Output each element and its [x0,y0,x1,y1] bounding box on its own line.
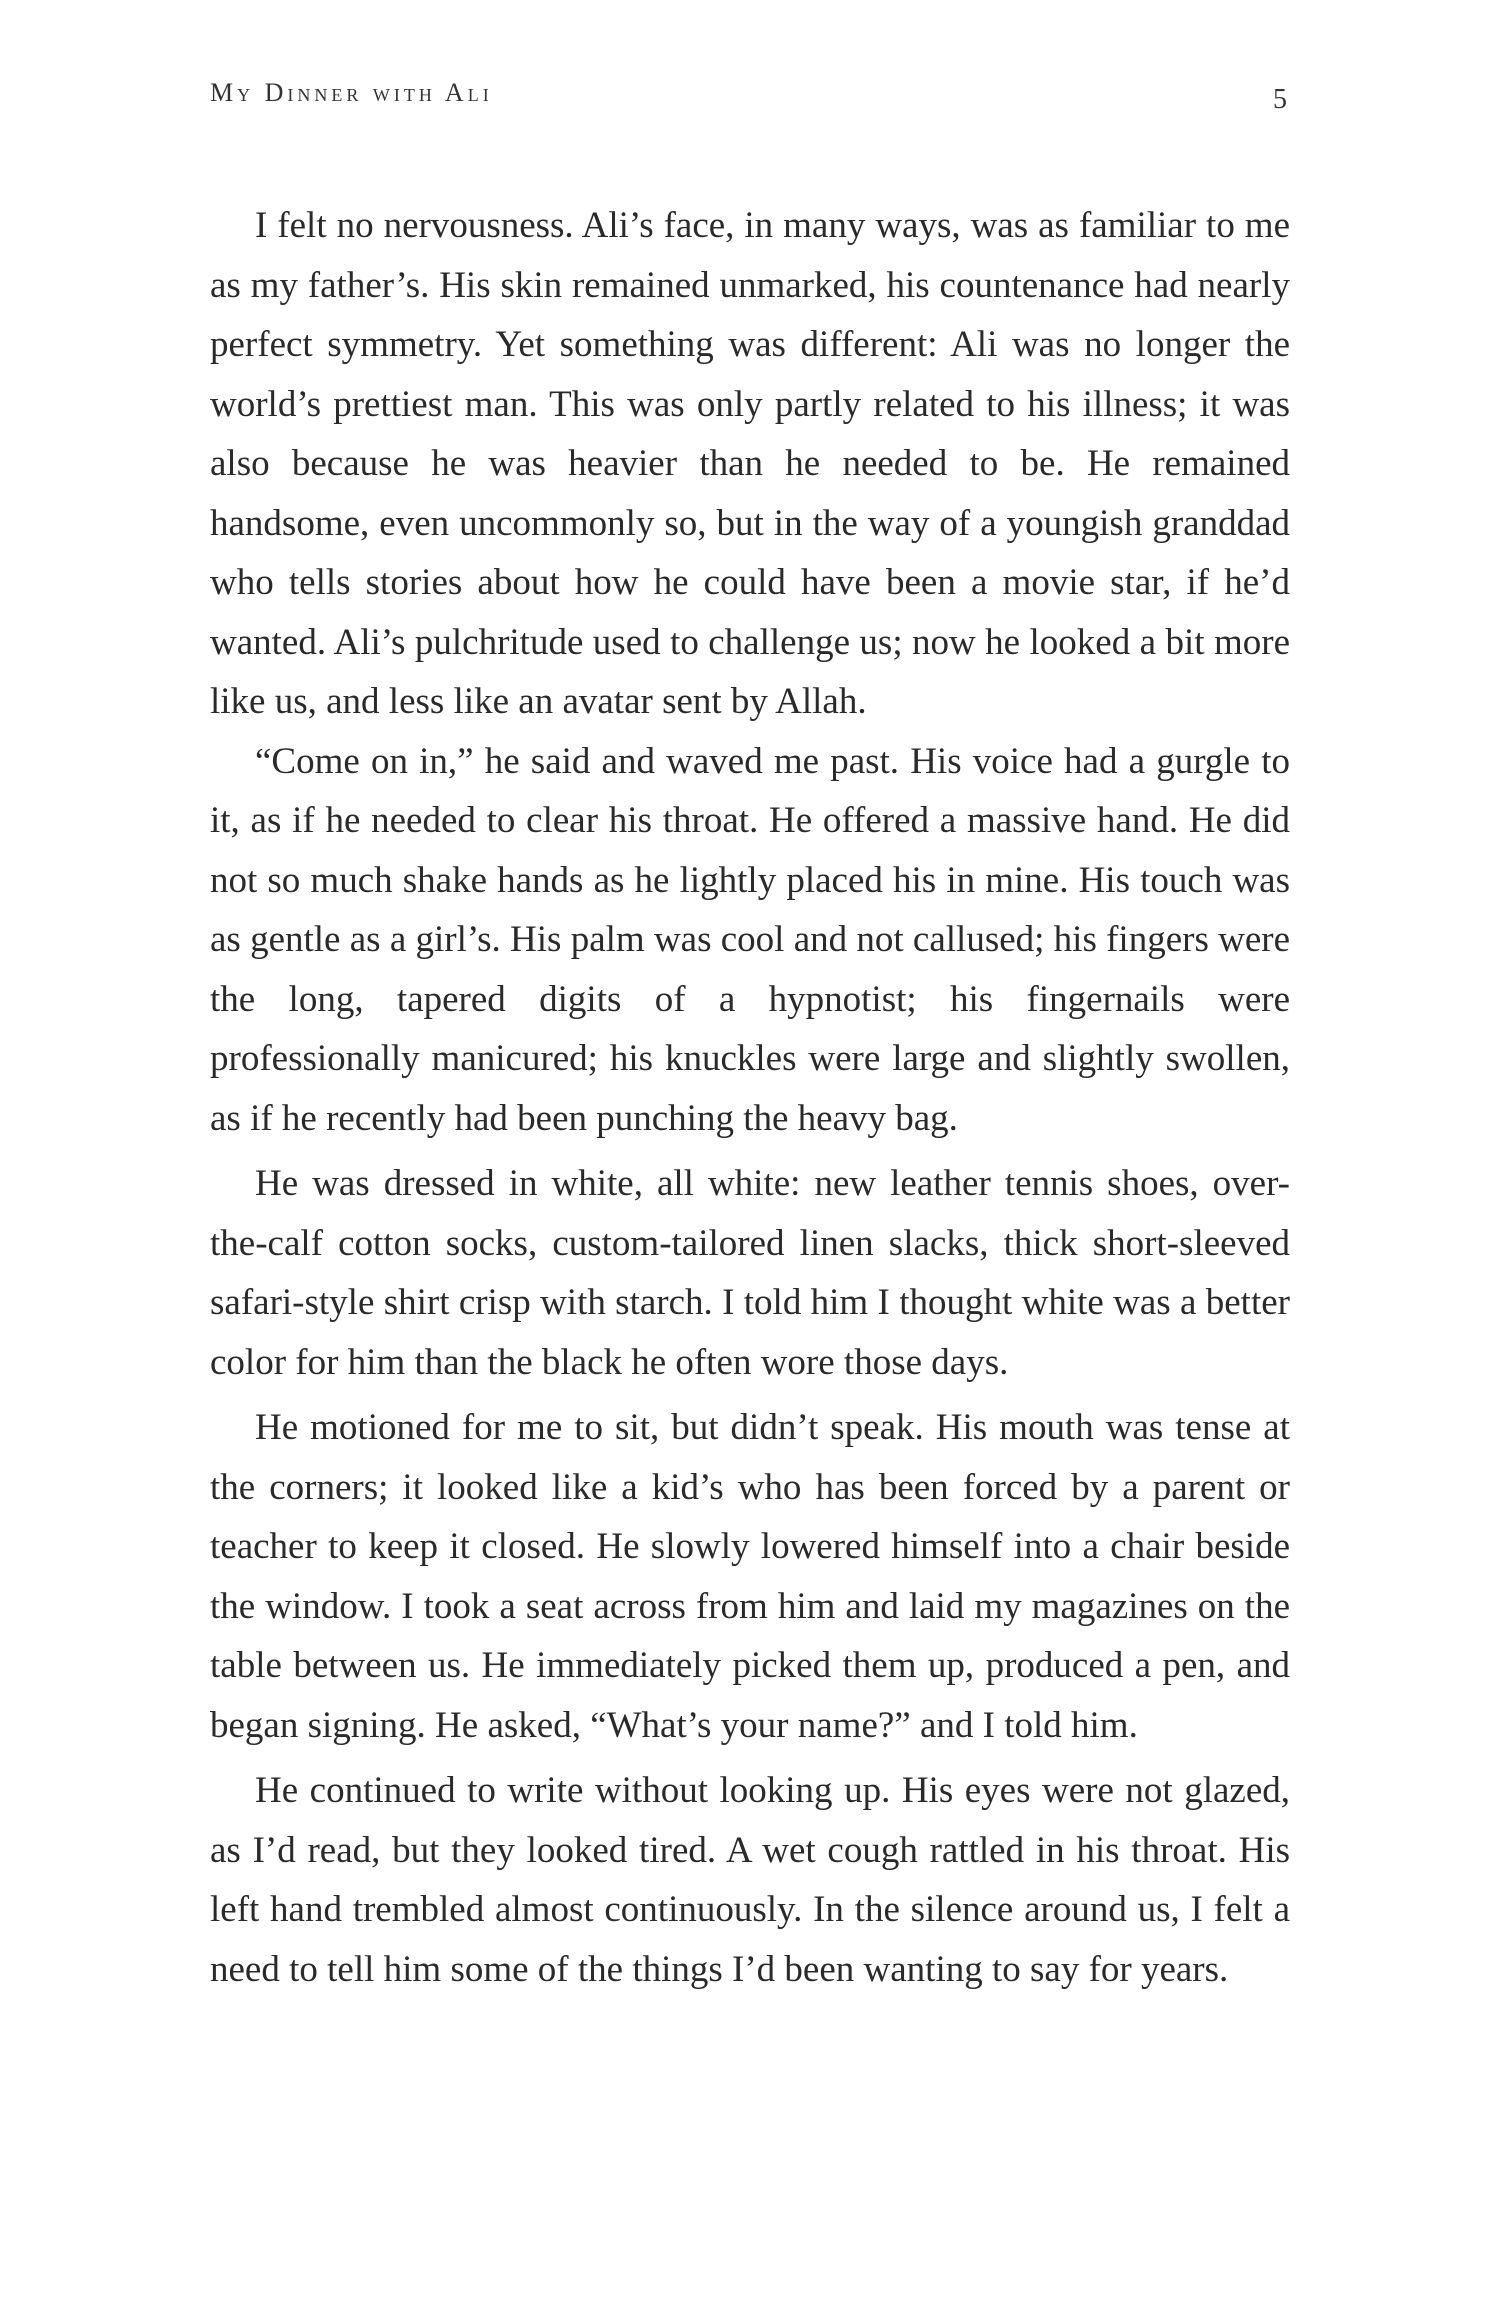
paragraph-4: He motioned for me to sit, but didn’t speak. His mouth was tense at the corners; it looked like a kid’s who has been forced by a parent or teacher to keep it closed. He slowly lowered himself into a chair beside the window. I took a seat across from him and laid my magazines on the table between us. He immediately picked them up, produced a pen, and began signing. He asked, “What’s your name?” and I told him. [210,1407,1290,1746]
page-number: 5 [1273,84,1287,115]
paragraph-5: He continued to write without looking up. His eyes were not glazed, as I’d read, but they looked tired. A wet cough rattled in his throat. His left hand trembled almost continuously. In the silence around us, I felt a need to tell him some of the things I’d been wanting to say for years. [210,1770,1290,1990]
paragraph-3: He was dressed in white, all white: new leather tennis shoes, over-the-calf cotton socks, custom-tailored linen slacks, thick short-sleeved safari-style shirt crisp with starch. I told him I thought white was a better color for him than the black he often wore those days. [210,1163,1290,1383]
running-head: My Dinner with Ali [210,78,493,107]
paragraph-2: “Come on in,” he said and waved me past. His voice had a gurgle to it, as if he needed to clear his throat. He offered a massive hand. He did not so much shake hands as he lightly placed his in mine. His touch was as gentle as a girl’s. His palm was cool and not callused; his fingers were the long, tapered digits of a hypnotist; his fingernails were professionally manicured; his knuckles were large and slightly swollen, as if he recently had been punching the heavy bag. [210,740,1290,1139]
paragraph-1: I felt no nervousness. Ali’s face, in many ways, was as familiar to me as my father’s. His skin remained unmarked, his countenance had nearly perfect symmetry. Yet something was different: Ali was no longer the world’s prettiest man. This was only partly related to his illness; it was also because he was heavier than he needed to be. He remained handsome, even uncommonly so, but in the way of a youngish granddad who tells stories about how he could have been a movie star, if he’d wanted. Ali’s pulchritude used to challenge us; now he looked a bit more like us, and less like an avatar sent by Allah. [210,205,1290,722]
body-text [210,196,1290,1999]
